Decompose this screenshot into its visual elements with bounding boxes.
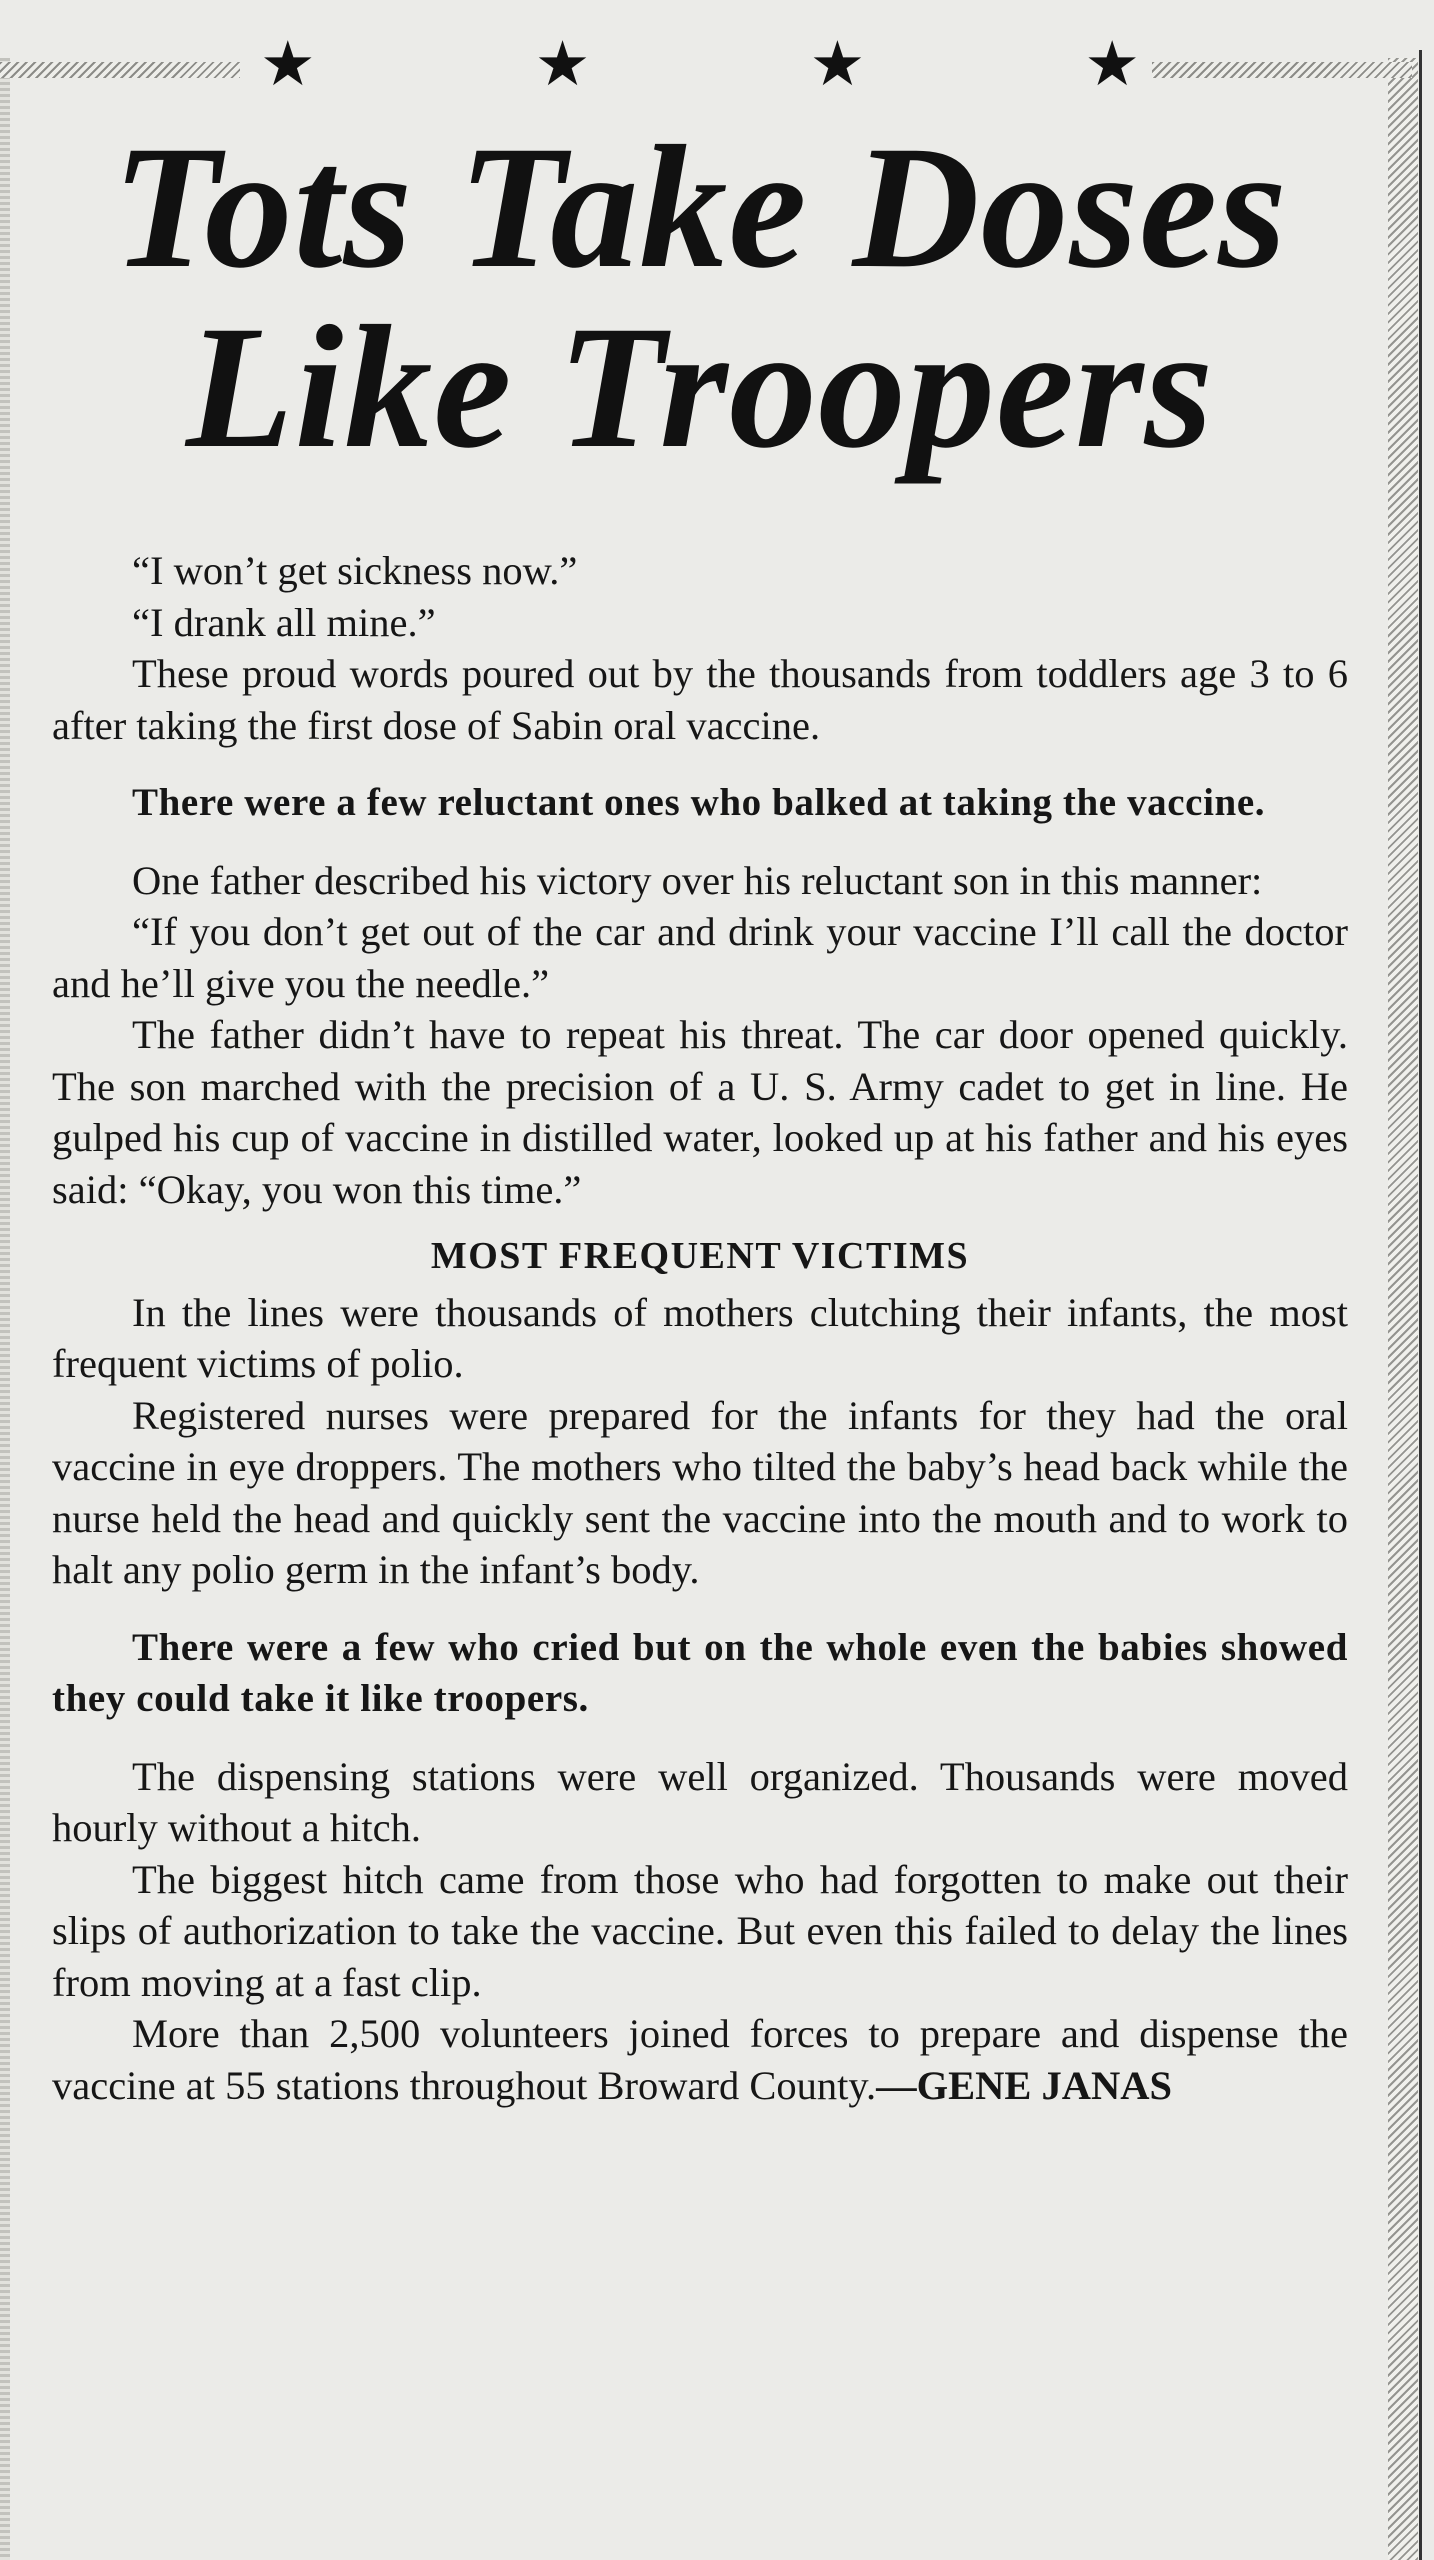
article-body: [52, 545, 1348, 2111]
body-paragraph-7: The father didn’t have to repeat his threat. The car door opened quickly. The son marched with the precision of a U. S. Army cadet to get in line. He gulped his cup of vaccine in distilled water, looked up at his father and his eyes said: “Okay, you won this time.”: [52, 1012, 1348, 1212]
right-border-hatch: [1388, 58, 1418, 2560]
quote-paragraph-1: “I won’t get sickness now.”: [132, 548, 578, 593]
left-border-hatch: [0, 58, 10, 2560]
subhead: MOST FREQUENT VICTIMS: [430, 1235, 970, 1277]
top-left-hatch: [0, 62, 240, 78]
top-decorative-rule: [0, 27, 1412, 100]
body-paragraph-5: One father described his victory over his reluctant son in this manner:: [132, 857, 1263, 903]
closing-text: More than 2,500 volunteers joined forces to prepare and dispense the vaccine at 55 stations throughout Broward County.: [52, 2011, 1348, 2108]
star-icon: ★: [534, 27, 591, 100]
star-row: [260, 27, 1140, 100]
body-paragraph-8: In the lines were thousands of mothers clutching their infants, the most frequent victims of polio.: [52, 1289, 1348, 1386]
body-paragraph-3: These proud words poured out by the thousands from toddlers age 3 to 6 after taking the first dose of Sabin oral vaccine.: [52, 651, 1348, 748]
headline-line-1: Tots Take Doses: [112, 110, 1288, 305]
bold-paragraph-10: There were a few who cried but on the whole even the babies showed they could take it like troopers.: [52, 1625, 1348, 1720]
body-paragraph-9: Registered nurses were prepared for the infants for they had the oral vaccine in eye droppers. The mothers who tilted the baby’s head back while the nurse held the head and quickly sent the vaccine into the mouth and to work to halt any polio germ in the infant’s body.: [52, 1392, 1348, 1592]
headline-line-2: Like Troopers: [185, 290, 1215, 485]
star-icon: ★: [1084, 27, 1140, 100]
quote-paragraph-6: “If you don’t get out of the car and drink your vaccine I’ll call the doctor and he’ll give you the needle.”: [52, 909, 1348, 1006]
body-paragraph-12: The biggest hitch came from those who had forgotten to make out their slips of authorization to take the vaccine. But even this failed to delay the lines from moving at a fast clip.: [52, 1856, 1348, 2005]
star-icon: ★: [809, 27, 866, 100]
star-icon: ★: [260, 27, 316, 100]
top-right-hatch: [1152, 62, 1412, 78]
right-border-line: [1419, 50, 1422, 2560]
byline: —GENE JANAS: [876, 2062, 1173, 2108]
bold-paragraph-4: There were a few reluctant ones who balked at taking the vaccine.: [132, 781, 1266, 824]
body-paragraph-11: The dispensing stations were well organized. Thousands were moved hourly without a hitch.: [52, 1753, 1348, 1850]
quote-paragraph-2: “I drank all mine.”: [132, 599, 436, 645]
headline: [40, 110, 1360, 485]
body-paragraph-13: [52, 2008, 1348, 2111]
